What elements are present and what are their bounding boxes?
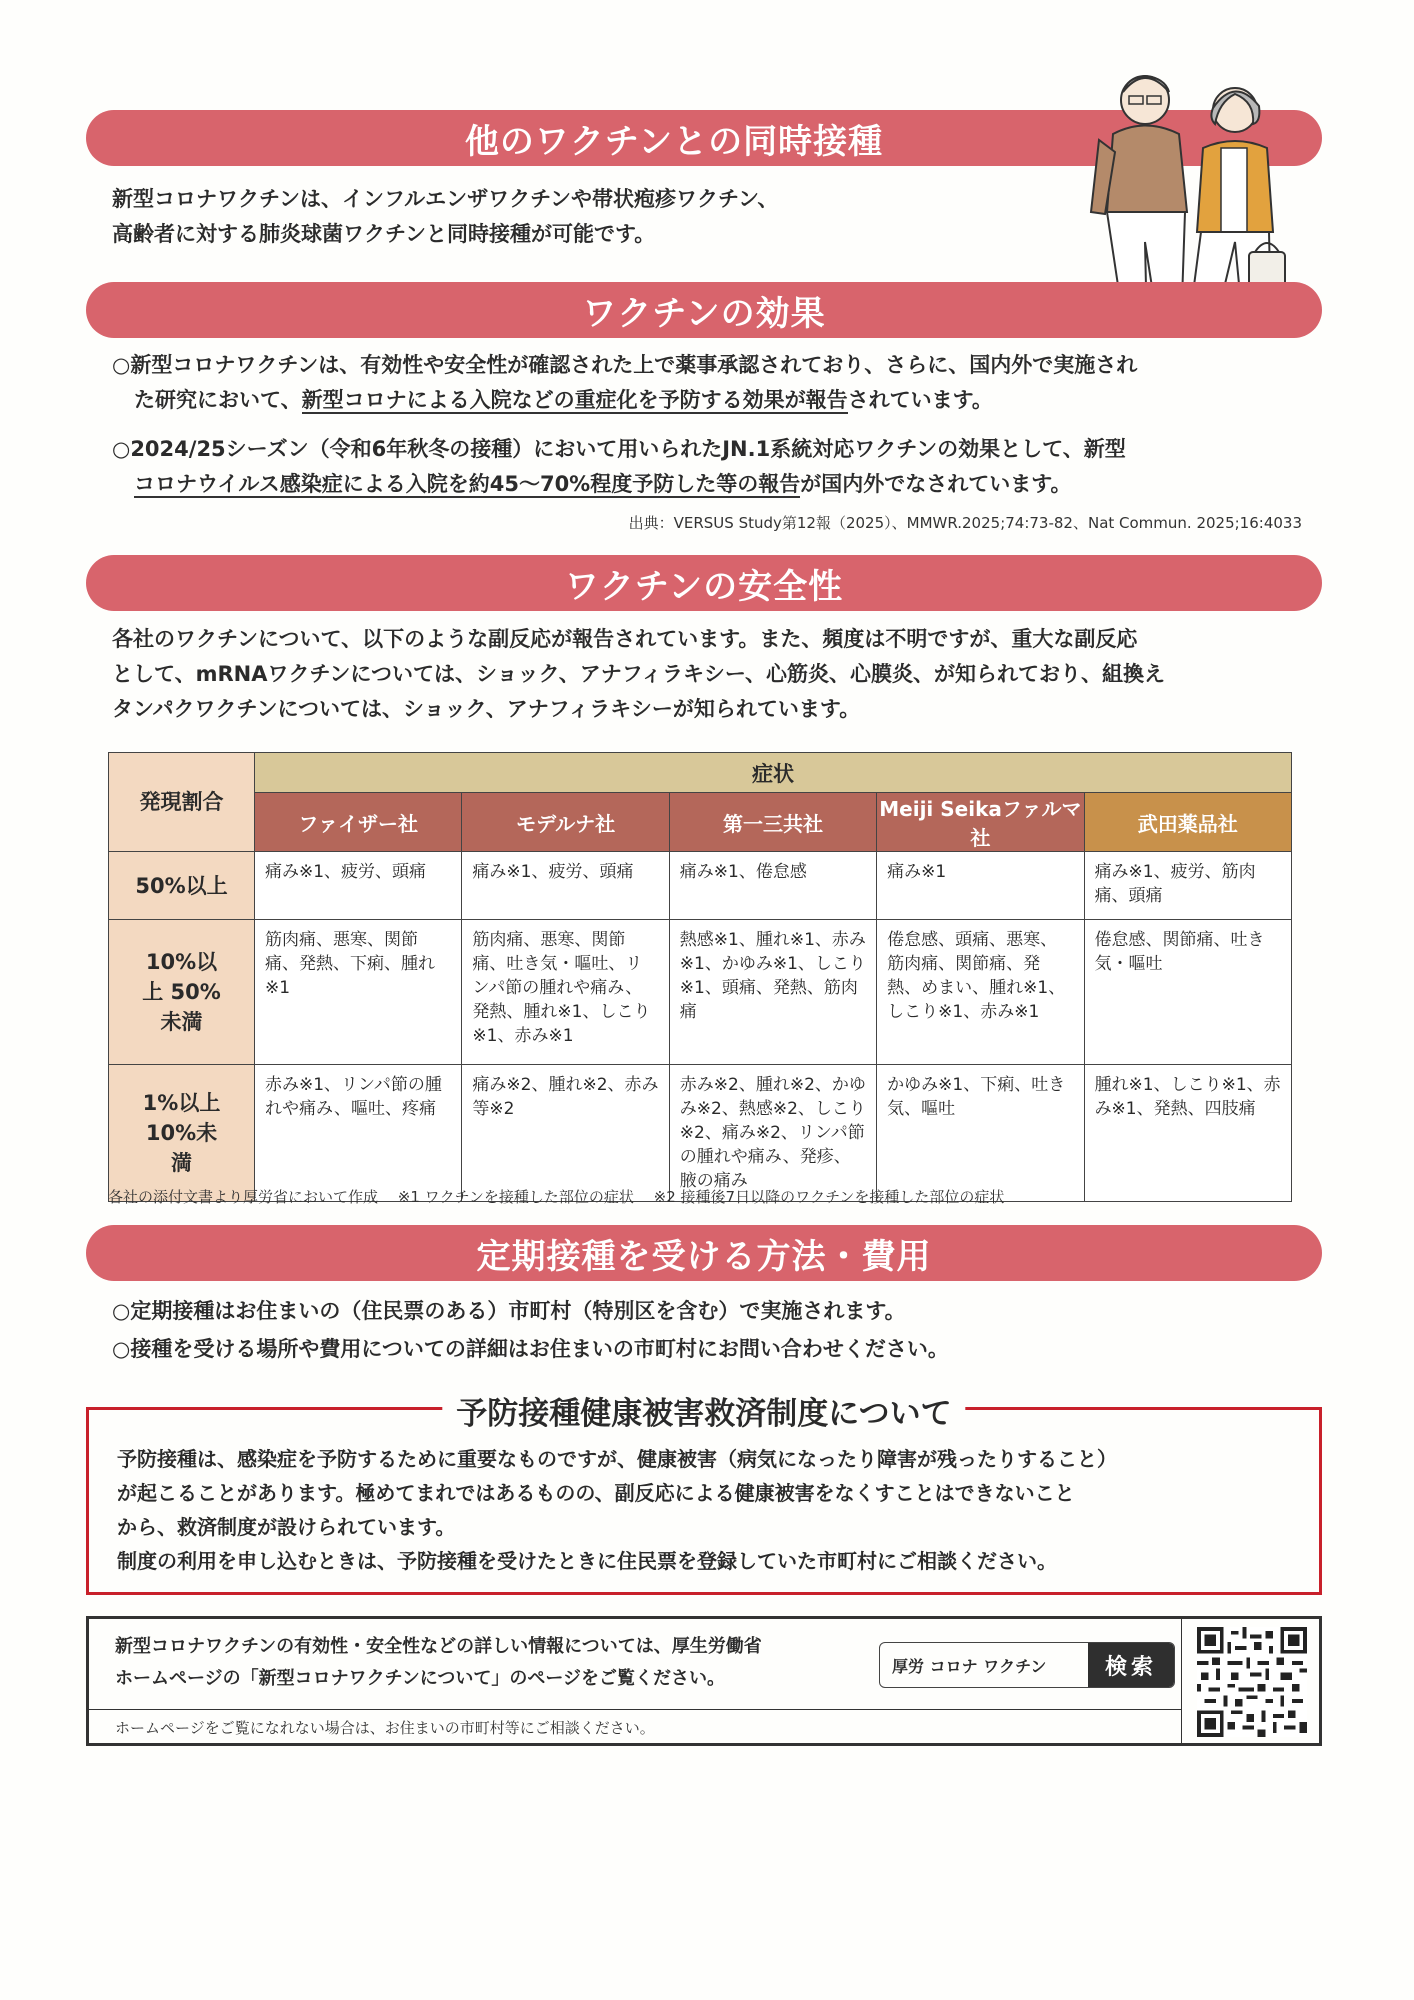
table-cell: 筋肉痛、悪寒、関節痛、吐き気・嘔吐、リンパ節の腫れや痛み、発熱、腫れ※1、しこり※1、赤み※1 [462, 920, 669, 1065]
table-cell: 倦怠感、頭痛、悪寒、筋肉痛、関節痛、発熱、めまい、腫れ※1、しこり※1、赤み※1 [877, 920, 1084, 1065]
emphasis-underline: コロナウイルス感染症による入院を約45～70%程度予防した等の報告 [134, 472, 801, 496]
company-header-daiichi-sankyo: 第一三共社 [669, 793, 876, 852]
table-cell: 痛み※1、倦怠感 [669, 852, 876, 920]
table-cell: 痛み※1、疲労、頭痛 [462, 852, 669, 920]
company-header-meiji-seika: Meiji Seikaファルマ社 [877, 793, 1084, 852]
table-cell: 痛み※1、疲労、筋肉痛、頭痛 [1084, 852, 1291, 920]
symptom-header: 症状 [255, 753, 1292, 793]
effect-paragraph-2: ○2024/25シーズン（令和6年秋冬の接種）において用いられたJN.1系統対応ワクチンの効果として、新型 コロナウイルス感染症による入院を約45～70%程度予防した等の報告が国内外でなされています。 [112, 437, 1126, 496]
section-title: 他のワクチンとの同時接種 [464, 121, 884, 162]
table-cell: かゆみ※1、下痢、吐き気、嘔吐 [877, 1065, 1084, 1202]
table-row [109, 920, 1292, 1065]
info-text: 新型コロナワクチンの有効性・安全性などの詳しい情報については、厚生労働省 ホームページの「新型コロナワクチンについて」のページをご覧ください。 [115, 1636, 762, 1689]
table-cell: 赤み※2、腫れ※2、かゆみ※2、熱感※2、しこり※2、痛み※2、リンパ節の腫れや痛み、発疹、腋の痛み [669, 1065, 876, 1202]
relief-body: 予防接種は、感染症を予防するために重要なものですが、健康被害（病気になったり障害が残ったりすること） が起こることがあります。極めてまれではあるものの、副反応による健康被害をなくすことはできないこと から、救済制度が設けられています。 制度の利用を申し込むときは、予防接種を受けたときに住民票を登録していた市町村にご相談ください。 [117, 1447, 1117, 1573]
company-header-pfizer: ファイザー社 [255, 793, 462, 852]
info-subtext: ホームページをご覧になれない場合は、お住まいの市町村等にご相談ください。 [115, 1719, 655, 1737]
side-effects-table [108, 752, 1292, 1202]
qr-code-icon[interactable] [1197, 1627, 1307, 1737]
table-cell: 倦怠感、関節痛、吐き気・嘔吐 [1084, 920, 1291, 1065]
method-text: ○定期接種はお住まいの（住民票のある）市町村（特別区を含む）で実施されます。 ○接種を受ける場所や費用についての詳細はお住まいの市町村にお問い合わせください。 [112, 1299, 949, 1361]
source-citation: 出典：VERSUS Study第12報（2025）、MMWR.2025;74:73-82、Nat Commun. 2025;16:4033 [628, 514, 1302, 532]
table-cell: 痛み※2、腫れ※2、赤み等※2 [462, 1065, 669, 1202]
company-header-moderna: モデルナ社 [462, 793, 669, 852]
table-cell: 痛み※1 [877, 852, 1084, 920]
table-cell: 痛み※1、疲労、頭痛 [255, 852, 462, 920]
relief-system-box [86, 1396, 1322, 1595]
section-title: ワクチンの効果 [582, 293, 826, 334]
table-cell: 筋肉痛、悪寒、関節痛、発熱、下痢、腫れ※1 [255, 920, 462, 1065]
search-box[interactable] [879, 1642, 1175, 1688]
search-button[interactable]: 検索 [1088, 1643, 1174, 1687]
effect-paragraph-1: ○新型コロナワクチンは、有効性や安全性が確認された上で薬事承認されており、さらに、国内外で実施され た研究において、新型コロナによる入院などの重症化を予防する効果が報告されています。 [112, 353, 1138, 412]
table-row [109, 1065, 1292, 1202]
table-cell: 赤み※1、リンパ節の腫れや痛み、嘔吐、疼痛 [255, 1065, 462, 1202]
relief-title: 予防接種健康被害救済制度について [442, 1388, 965, 1433]
search-input[interactable]: 厚労 コロナ ワクチン [892, 1656, 1047, 1676]
rate-label: 10%以上 50%未満 [109, 920, 255, 1065]
table-footnote: 各社の添付文書より厚労省において作成 ※1 ワクチンを接種した部位の症状 ※2 接種後7日以降のワクチンを接種した部位の症状 [108, 1188, 1005, 1206]
emphasis-underline: 新型コロナによる入院などの重症化を予防する効果が報告 [301, 388, 848, 412]
simultaneous-text: 新型コロナワクチンは、インフルエンザワクチンや帯状疱疹ワクチン、 高齢者に対する肺炎球菌ワクチンと同時接種が可能です。 [112, 187, 779, 246]
company-header-takeda: 武田薬品社 [1084, 793, 1291, 852]
section-title: ワクチンの安全性 [564, 566, 844, 607]
section-title: 定期接種を受ける方法・費用 [476, 1236, 932, 1277]
safety-text: 各社のワクチンについて、以下のような副反応が報告されています。また、頻度は不明ですが、重大な副反応 として、mRNAワクチンについては、ショック、アナフィラキシー、心筋炎、心膜炎、が知られており、組換え タンパクワクチンについては、ショック、アナフィラキシーが知られています。 [112, 627, 1165, 721]
table-row [109, 852, 1292, 920]
table-cell: 熱感※1、腫れ※1、赤み※1、かゆみ※1、しこり※1、頭痛、発熱、筋肉痛 [669, 920, 876, 1065]
info-box [86, 1616, 1322, 1746]
section-header-method [86, 1225, 1322, 1281]
table-cell: 腫れ※1、しこり※1、赤み※1、発熱、四肢痛 [1084, 1065, 1291, 1202]
rate-header: 発現割合 [109, 753, 255, 852]
section-header-effect [86, 282, 1322, 338]
rate-label: 1%以上 10%未満 [109, 1065, 255, 1202]
rate-label: 50%以上 [109, 852, 255, 920]
section-header-safety [86, 555, 1322, 611]
